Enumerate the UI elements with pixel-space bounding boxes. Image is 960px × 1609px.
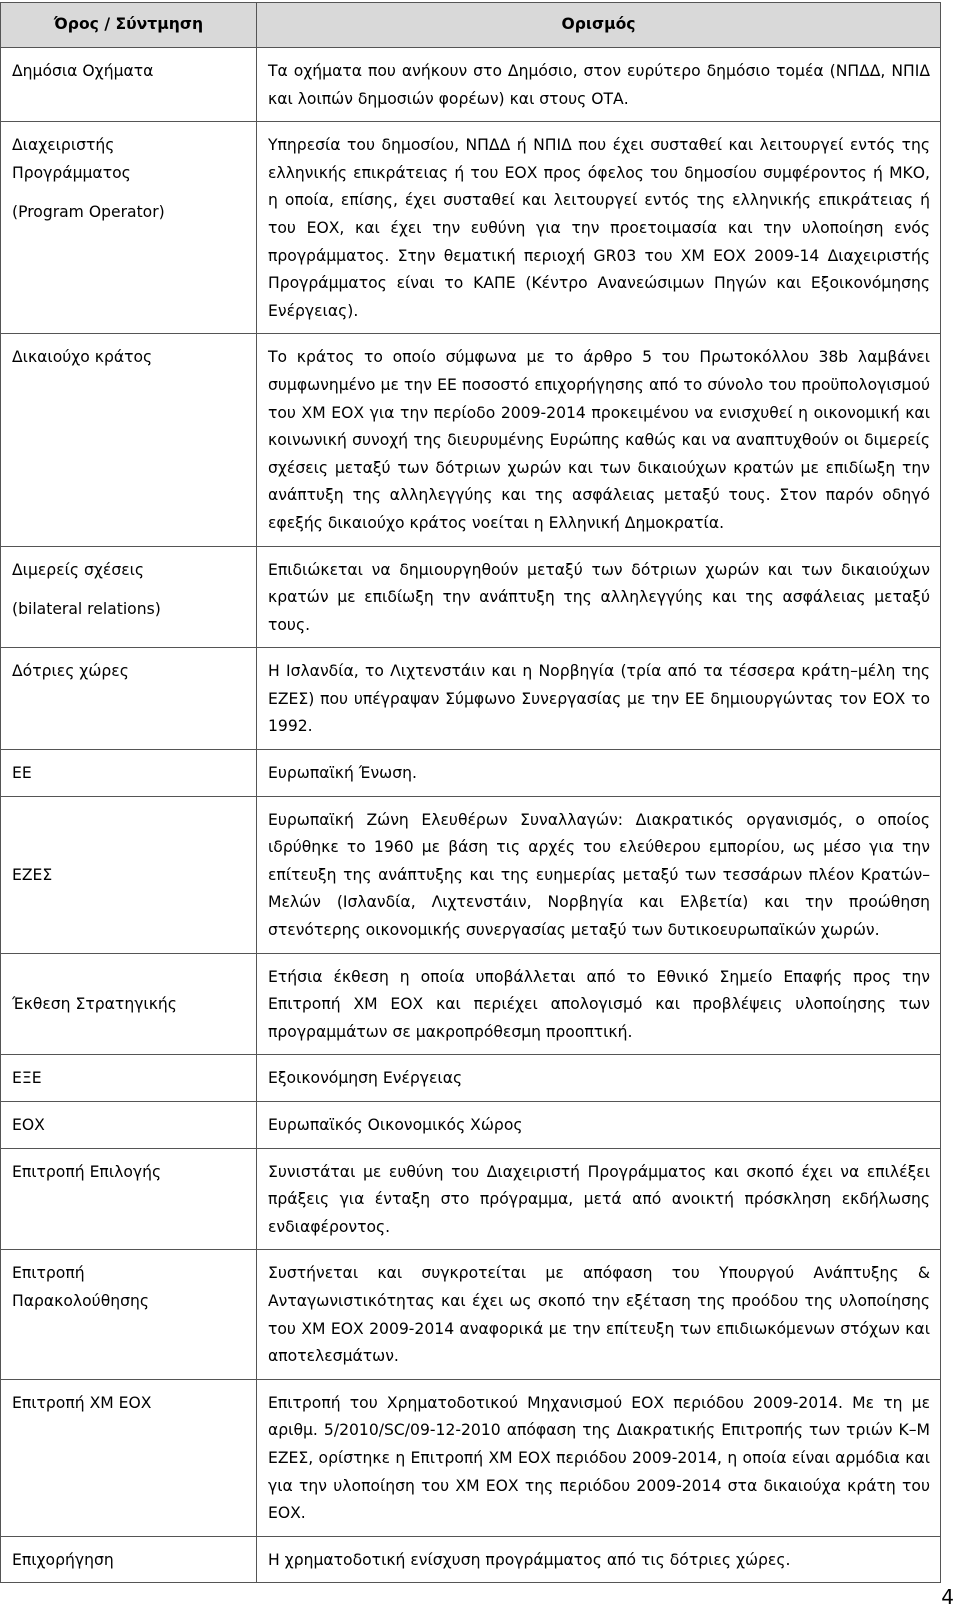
- term-cell: [1, 546, 257, 648]
- table-row: [1, 1379, 941, 1536]
- term-text: ΕΖΕΣ: [12, 865, 53, 884]
- term-text: Επιτροπή: [12, 1264, 85, 1283]
- term-text: ΕΕ: [12, 764, 32, 783]
- term-text: Δημόσια Οχήματα: [12, 62, 154, 80]
- definition-cell: Η Ισλανδία, το Λιχτενστάιν και η Νορβηγία (τρία από τα τέσσερα κράτη–μέλη της ΕΖΕΣ) που υπέγραψαν Σύμφωνο Συνεργασίας με την ΕΕ δημιουργώντας τον ΕΟΧ το 1992.: [257, 648, 941, 750]
- term-text: Παρακολούθησης: [12, 1291, 150, 1310]
- definition-cell: Ετήσια έκθεση η οποία υποβάλλεται από το Εθνικό Σημείο Επαφής προς την Επιτροπή ΧΜ ΕΟΧ και περιέχει απολογισμό και προβλέψεις υλοποίησης των προγραμμάτων σε μακροπρόθεσμη προοπτική.: [257, 953, 941, 1055]
- term-text: ΕΟΧ: [12, 1116, 45, 1134]
- term-text: Έκθεση Στρατηγικής: [12, 995, 177, 1014]
- table-row: [1, 1536, 941, 1583]
- term-cell: [1, 953, 257, 1055]
- glossary-table: [0, 2, 941, 1583]
- definition-cell: Τα οχήματα που ανήκουν στο Δημόσιο, στον ευρύτερο δημόσιο τομέα (ΝΠΔΔ, ΝΠΙΔ και λοιπών δημοσιών φορέων) και στους ΟΤΑ.: [257, 48, 941, 122]
- term-cell: [1, 1379, 257, 1536]
- definition-cell: Εξοικονόμηση Ενέργειας: [257, 1055, 941, 1102]
- term-cell: [1, 1536, 257, 1583]
- table-row: [1, 1148, 941, 1250]
- header-definition: Ορισμός: [257, 3, 941, 48]
- term-cell: [1, 1055, 257, 1102]
- term-cell: [1, 48, 257, 122]
- table-row: [1, 1250, 941, 1379]
- term-cell: [1, 1250, 257, 1379]
- term-text: Διαχειριστής: [12, 136, 115, 155]
- definition-cell: Ευρωπαϊκή Ζώνη Ελευθέρων Συναλλαγών: Διακρατικός οργανισμός, ο οποίος ιδρύθηκε το 1960 με βάση τις αρχές του ελεύθερου εμπορίου, ως μέσο για την επίτευξη της ανάπτυξης και της ευημερίας μεταξύ των τεσσάρων πλέον Κρατών–Μελών (Ισλανδία, Λιχτενστάιν, Νορβηγία και Ελβετία) και την προώθηση στενότερης οικονομικής συνεργασίας μεταξύ των δυτικοευρωπαϊκών χωρών.: [257, 796, 941, 953]
- term-cell: [1, 334, 257, 546]
- table-row: [1, 1055, 941, 1102]
- term-cell: [1, 1148, 257, 1250]
- definition-cell: Επιτροπή του Χρηματοδοτικού Μηχανισμού ΕΟΧ περιόδου 2009-2014. Με τη με αριθμ. 5/2010/SC/09-12-2010 απόφαση της Διακρατικής Επιτροπής των τριών Κ–Μ ΕΖΕΣ, ορίστηκε η Επιτροπή ΧΜ ΕΟΧ περιόδου 2009-2014, η οποία είναι αρμόδια και για την υλοποίηση του ΧΜ ΕΟΧ της περιόδου 2009-2014 στα δικαιούχα κράτη του ΕΟΧ.: [257, 1379, 941, 1536]
- definition-cell: Συστήνεται και συγκροτείται με απόφαση του Υπουργού Ανάπτυξης & Ανταγωνιστικότητας και έχει ως σκοπό την εξέταση της προόδου της υλοποίησης του ΧΜ ΕΟΧ 2009-2014 αναφορικά με την επίτευξη των επιδιωκόμενων στόχων και αποτελεσμάτων.: [257, 1250, 941, 1379]
- term-text: (Program Operator): [12, 203, 165, 222]
- term-text: ΕΞΕ: [12, 1069, 42, 1088]
- term-cell: [1, 750, 257, 797]
- term-text: Επιτροπή ΧΜ ΕΟΧ: [12, 1393, 152, 1412]
- definition-cell: Το κράτος το οποίο σύμφωνα με το άρθρο 5 του Πρωτοκόλλου 38b λαμβάνει συμφωνημένο με την ΕΕ ποσοστό επιχορήγησης από το σύνολο του προϋπολογισμού του ΧΜ ΕΟΧ για την περίοδο 2009-2014 προκειμένου να ενισχυθεί η οικονομική και κοινωνική συνοχή της διευρυμένης Ευρώπης καθώς και να αναπτυχθούν οι διμερείς σχέσεις μεταξύ των δότριων χωρών και των δικαιούχων κρατών με επιδίωξη την ανάπτυξη της αλληλεγγύης και της ασφάλειας μεταξύ τους. Στον παρόν οδηγό εφεξής δικαιούχο κράτος νοείται η Ελληνική Δημοκρατία.: [257, 334, 941, 546]
- term-cell: [1, 1102, 257, 1149]
- definition-cell: Επιδιώκεται να δημιουργηθούν μεταξύ των δότριων χωρών και των δικαιούχων κρατών με επιδίωξη την ανάπτυξη της αλληλεγγύης και της ασφάλειας μεταξύ τους.: [257, 546, 941, 648]
- table-row: [1, 48, 941, 122]
- term-text: Προγράμματος: [12, 163, 131, 182]
- table-row: [1, 953, 941, 1055]
- table-header-row: [1, 3, 941, 48]
- term-text: Διμερείς σχέσεις: [12, 560, 145, 579]
- term-text: Δικαιούχο κράτος: [12, 348, 153, 367]
- term-text: Επιχορήγηση: [12, 1550, 114, 1569]
- table-row: [1, 796, 941, 953]
- table-row: [1, 122, 941, 334]
- term-cell: [1, 796, 257, 953]
- definition-cell: Υπηρεσία του δημοσίου, ΝΠΔΔ ή ΝΠΙΔ που έχει συσταθεί και λειτουργεί εντός της ελληνικής επικράτειας ή του ΕΟΧ προς όφελος του δημοσίου συμφέροντος ή ΜΚΟ, η οποία, επίσης, έχει συσταθεί και λειτουργεί εντός της ελληνικής επικράτειας ή του ΕΟΧ, και έχει την ευθύνη για την προετοιμασία και την υλοποίηση ενός προγράμματος. Στην θεματική περιοχή GR03 του ΧΜ ΕΟΧ 2009-14 Διαχειριστής Προγράμματος είναι το ΚΑΠΕ (Κέντρο Ανανεώσιμων Πηγών και Εξοικονόμησης Ενέργειας).: [257, 122, 941, 334]
- table-row: [1, 546, 941, 648]
- table-row: [1, 334, 941, 546]
- definition-cell: Ευρωπαϊκή Ένωση.: [257, 750, 941, 797]
- definition-cell: Η χρηματοδοτική ενίσχυση προγράμματος από τις δότριες χώρες.: [257, 1536, 941, 1583]
- term-text: Επιτροπή Επιλογής: [12, 1162, 162, 1181]
- term-cell: [1, 122, 257, 334]
- table-row: [1, 750, 941, 797]
- table-row: [1, 648, 941, 750]
- table-row: [1, 1102, 941, 1149]
- header-term: Όρος / Σύντμηση: [1, 3, 257, 48]
- term-cell: [1, 648, 257, 750]
- definition-cell: Ευρωπαϊκός Οικονομικός Χώρος: [257, 1102, 941, 1149]
- definition-cell: Συνιστάται με ευθύνη του Διαχειριστή Προγράμματος και σκοπό έχει να επιλέξει πράξεις για ένταξη στο πρόγραμμα, μετά από ανοικτή πρόσκληση εκδήλωσης ενδιαφέροντος.: [257, 1148, 941, 1250]
- term-text: (bilateral relations): [12, 600, 161, 619]
- page-number: 4: [941, 1585, 954, 1609]
- term-text: Δότριες χώρες: [12, 662, 129, 681]
